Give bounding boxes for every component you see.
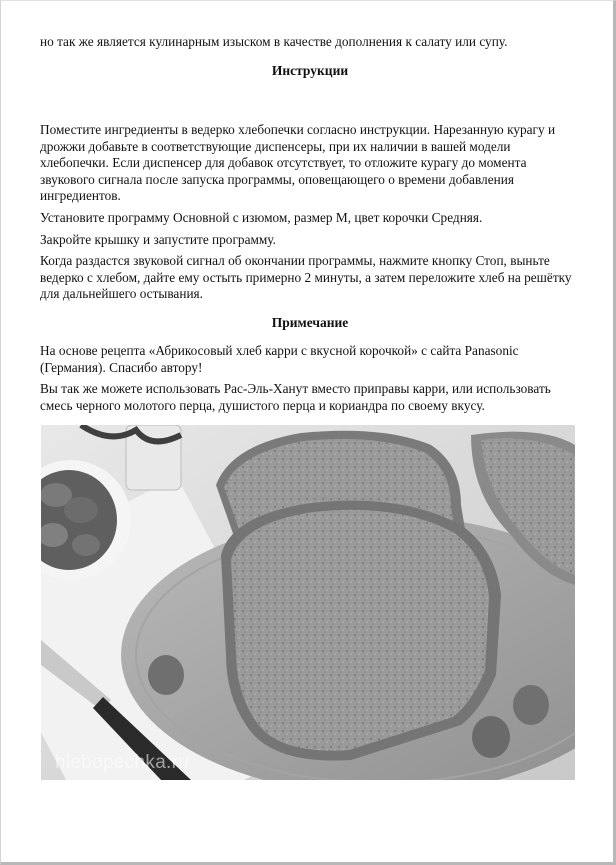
instructions-step-1: Поместите ингредиенты в ведерко хлебопечки согласно инструкции. Нарезанную курагу и дрожжи добавьте в соответствующие диспенсеры, при их наличии в вашей модели хлебопечки. Если диспенсер для добавок отсутствует, то отложите курагу до момента звукового сигнала после запуска программы, оповещающего о времени добавления ингредиентов. — [40, 122, 556, 204]
note-paragraph-1: На основе рецепта «Абрикосовый хлеб карри с вкусной корочкой» с сайта Panasonic (Германия). Спасибо автору! — [40, 343, 519, 375]
bread-photo — [41, 425, 575, 780]
note-paragraph-2: Вы так же можете использовать Рас-Эль-Ханут вместо приправы карри, или использовать смесь черного молотого перца, душистого перца и кориандра по своему вкусу. — [40, 381, 551, 413]
instructions-step-2: Установите программу Основной с изюмом, размер М, цвет корочки Средняя. — [40, 209, 483, 225]
instructions-body — [40, 122, 580, 308]
instructions-step-3: Закройте крышку и запустите программу. — [40, 231, 276, 247]
instructions-heading: Инструкции — [271, 63, 349, 78]
lead-paragraph: но так же является кулинарным изыском в качестве дополнения к салату или супу. — [40, 34, 508, 49]
watermark: hlebopechka.ru — [55, 752, 190, 773]
instructions-step-4: Когда раздастся звуковой сигнал об окончании программы, нажмите кнопку Стоп, выньте ведерко с хлебом, дайте ему остыть примерно 2 минуты, а затем переложите хлеб на решётку для дальнейшего остывания. — [40, 253, 572, 302]
note-heading: Примечание — [271, 315, 349, 330]
note-body — [40, 343, 580, 419]
bread-photo-illustration — [41, 425, 575, 780]
